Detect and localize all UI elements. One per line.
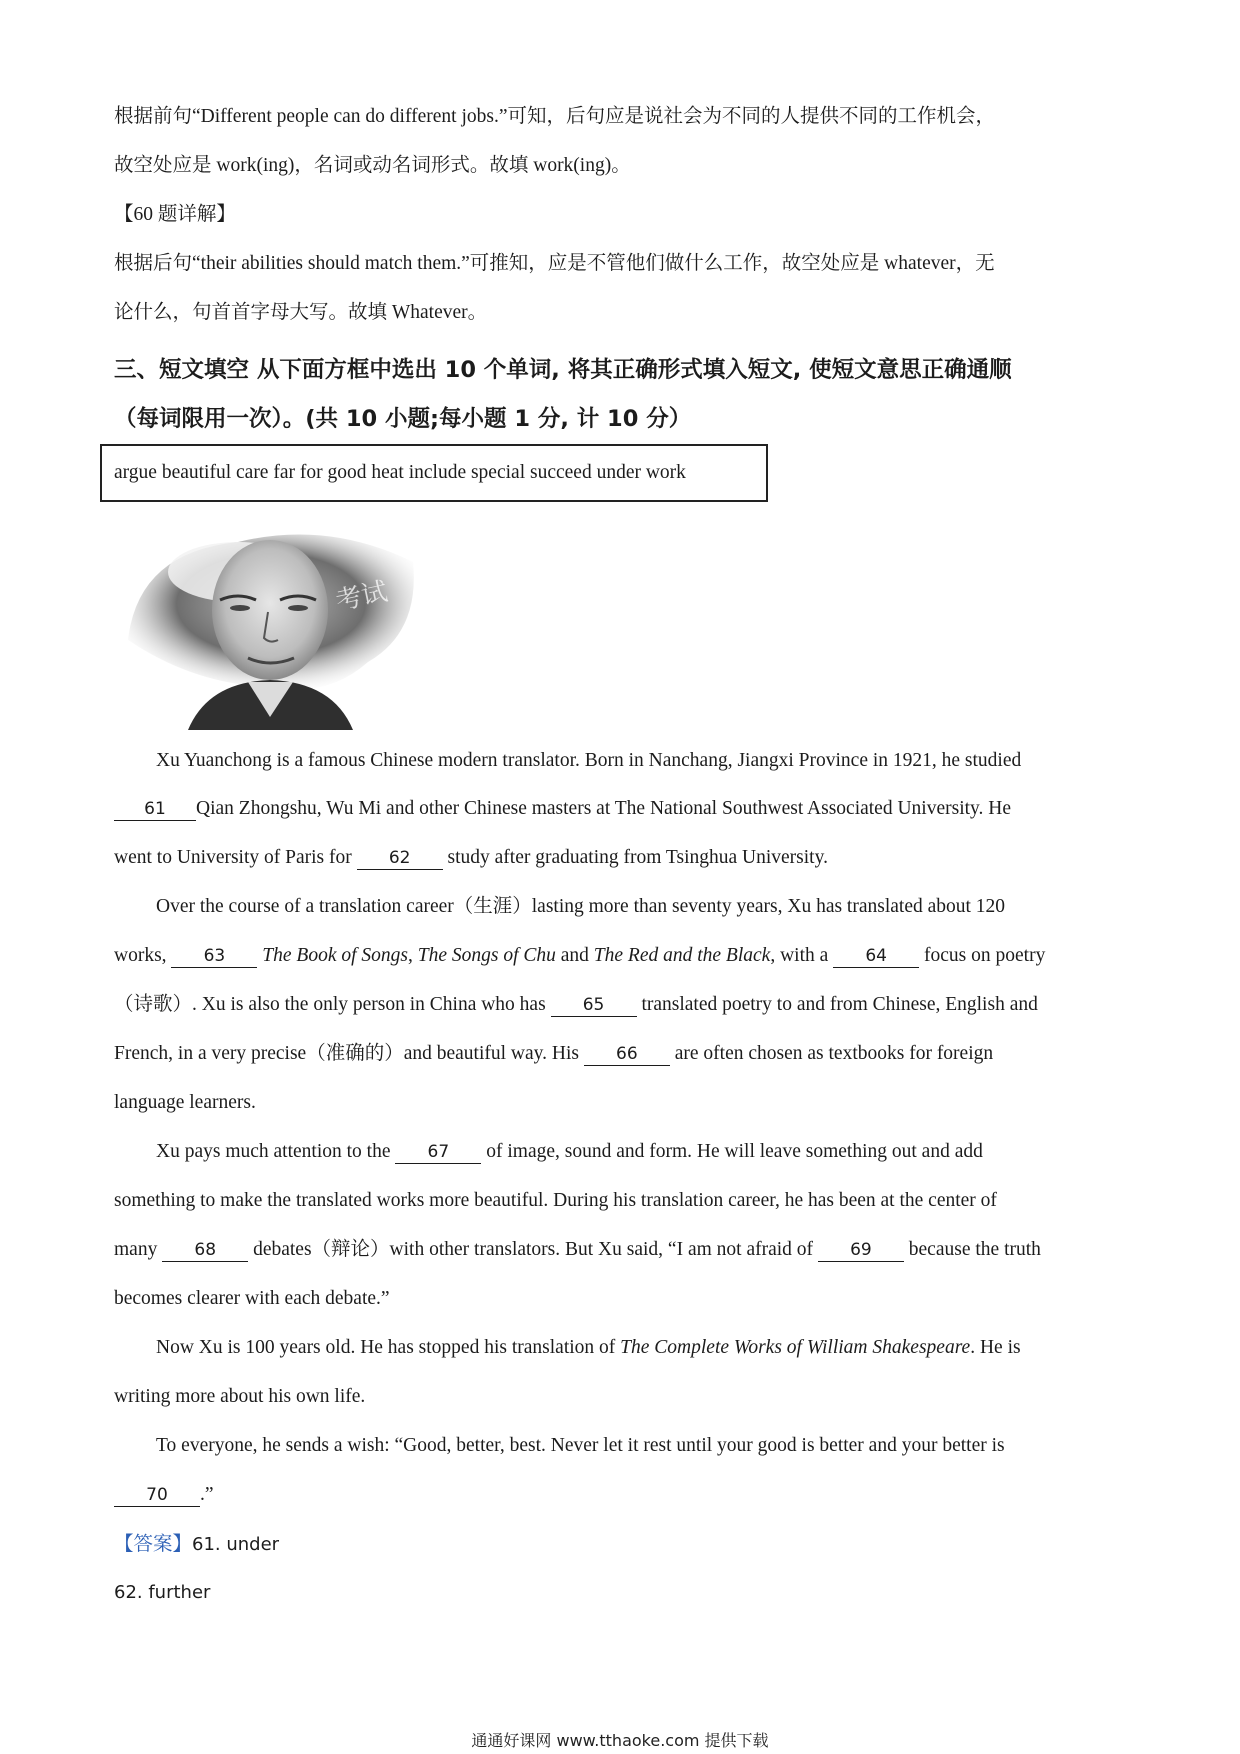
- blank-66[interactable]: 66: [584, 1043, 670, 1066]
- blank-67[interactable]: 67: [395, 1141, 481, 1164]
- section3-heading-line1: 三、短文填空 从下面方框中选出 10 个单词, 将其正确形式填入短文, 使短文意思正确通顺: [114, 357, 1012, 383]
- photo-watermark: 考试: [333, 576, 391, 617]
- blank-70[interactable]: 70: [114, 1484, 200, 1507]
- passage-p2-line2-c: focus on poetry: [924, 945, 1046, 966]
- passage-p2-line2-a: works,: [114, 945, 167, 966]
- passage-p3-line3-a: many: [114, 1239, 158, 1260]
- explain60-line1: 根据后句“their abilities should match them.”可推知，应是不管他们做什么工作，故空处应是 whatever，无: [114, 253, 995, 274]
- passage-p4-line1: [156, 1323, 1021, 1372]
- passage-p2-line4-b: are often chosen as textbooks for foreign: [674, 1043, 994, 1064]
- section3-heading-line2: （每词限用一次）。(共 10 小题;每小题 1 分, 计 10 分）: [114, 406, 692, 432]
- explain59-line1: 根据前句“Different people can do different jobs.”可知，后句应是说社会为不同的人提供不同的工作机会，: [114, 106, 995, 127]
- explain60-line2: 论什么，句首首字母大写。故填 Whatever。: [114, 302, 488, 323]
- passage-p2-line4-a: French, in a very precise（准确的）and beautiful way. His: [114, 1043, 579, 1064]
- and-word: and: [560, 945, 589, 966]
- passage-p3-line3: [114, 1225, 1134, 1274]
- passage-p2-line1: Over the course of a translation career（生涯）lasting more than seventy years, Xu has translated about 120: [156, 896, 1006, 917]
- passage-p1-line2: [114, 784, 1134, 833]
- explain60-title: 【60 题详解】: [114, 204, 236, 225]
- answer-tag: 【答案】: [114, 1532, 193, 1555]
- page-footer: 通通好课网 www.tthaoke.com 提供下载: [471, 1731, 769, 1750]
- book-title-shakespeare: The Complete Works of William Shakespeare: [620, 1337, 971, 1358]
- passage-p3-line2: something to make the translated works more beautiful. During his translation career, he has been at the center of: [114, 1190, 997, 1211]
- passage-p1-line1: Xu Yuanchong is a famous Chinese modern translator. Born in Nanchang, Jiangxi Province in 1921, he studied: [156, 750, 1022, 771]
- answer-62: 62. further: [114, 1582, 211, 1603]
- book-title-songs: The Book of Songs: [262, 945, 408, 966]
- passage-p5-line1: To everyone, he sends a wish: “Good, better, best. Never let it rest until your good is better and your better is: [156, 1435, 1005, 1456]
- passage-p3-line1-a: Xu pays much attention to the: [156, 1141, 391, 1162]
- passage-p5-line2: [114, 1470, 1134, 1519]
- passage-p2-line2-b: , with a: [770, 945, 829, 966]
- passage-p1-line3-a: went to University of Paris for: [114, 847, 352, 868]
- blank-64[interactable]: 64: [833, 945, 919, 968]
- blank-61[interactable]: 61: [114, 798, 196, 821]
- passage-p1-line3: [114, 833, 1134, 882]
- passage-p2-line3: [114, 980, 1134, 1029]
- book-title-chu: The Songs of Chu: [417, 945, 556, 966]
- blank-69[interactable]: 69: [818, 1239, 904, 1262]
- blank-68[interactable]: 68: [162, 1239, 248, 1262]
- passage-p3-line3-c: because the truth: [908, 1239, 1041, 1260]
- passage-p3-line1-b: of image, sound and form. He will leave something out and add: [486, 1141, 983, 1162]
- passage-p5-line2-text: .”: [200, 1484, 214, 1505]
- explain59-line2: 故空处应是 work(ing)，名词或动名词形式。故填 work(ing)。: [114, 155, 631, 176]
- portrait-photo: [128, 512, 418, 730]
- passage-p3-line1: [156, 1127, 983, 1176]
- passage-p2-line2: [114, 931, 1134, 980]
- blank-65[interactable]: 65: [551, 994, 637, 1017]
- passage-p1-line2-text: Qian Zhongshu, Wu Mi and other Chinese masters at The National Southwest Associated University. He: [196, 798, 1012, 819]
- passage-p2-line3-a: （诗歌）. Xu is also the only person in China who has: [114, 994, 546, 1015]
- blank-62[interactable]: 62: [357, 847, 443, 870]
- book-title-red-black: The Red and the Black: [593, 945, 771, 966]
- answer-61: 61. under: [192, 1534, 280, 1555]
- passage-p2-line4: [114, 1029, 1134, 1078]
- word-box: argue beautiful care far for good heat include special succeed under work: [100, 444, 768, 502]
- passage-p2-line3-b: translated poetry to and from Chinese, English and: [641, 994, 1038, 1015]
- passage-p4-line2: writing more about his own life.: [114, 1386, 366, 1407]
- answer-line-61: [114, 1519, 1134, 1569]
- blank-63[interactable]: 63: [171, 945, 257, 968]
- passage-p1-line3-b: study after graduating from Tsinghua University.: [447, 847, 828, 868]
- passage-p3-line4: becomes clearer with each debate.”: [114, 1288, 390, 1309]
- passage-p4-line1-a: Now Xu is 100 years old. He has stopped his translation of: [156, 1337, 616, 1358]
- passage-p2-line5: language learners.: [114, 1092, 256, 1113]
- comma: ,: [408, 945, 413, 966]
- passage-p3-line3-b: debates（辩论）with other translators. But Xu said, “I am not afraid of: [253, 1239, 814, 1260]
- passage-p4-line1-b: . He is: [970, 1337, 1021, 1358]
